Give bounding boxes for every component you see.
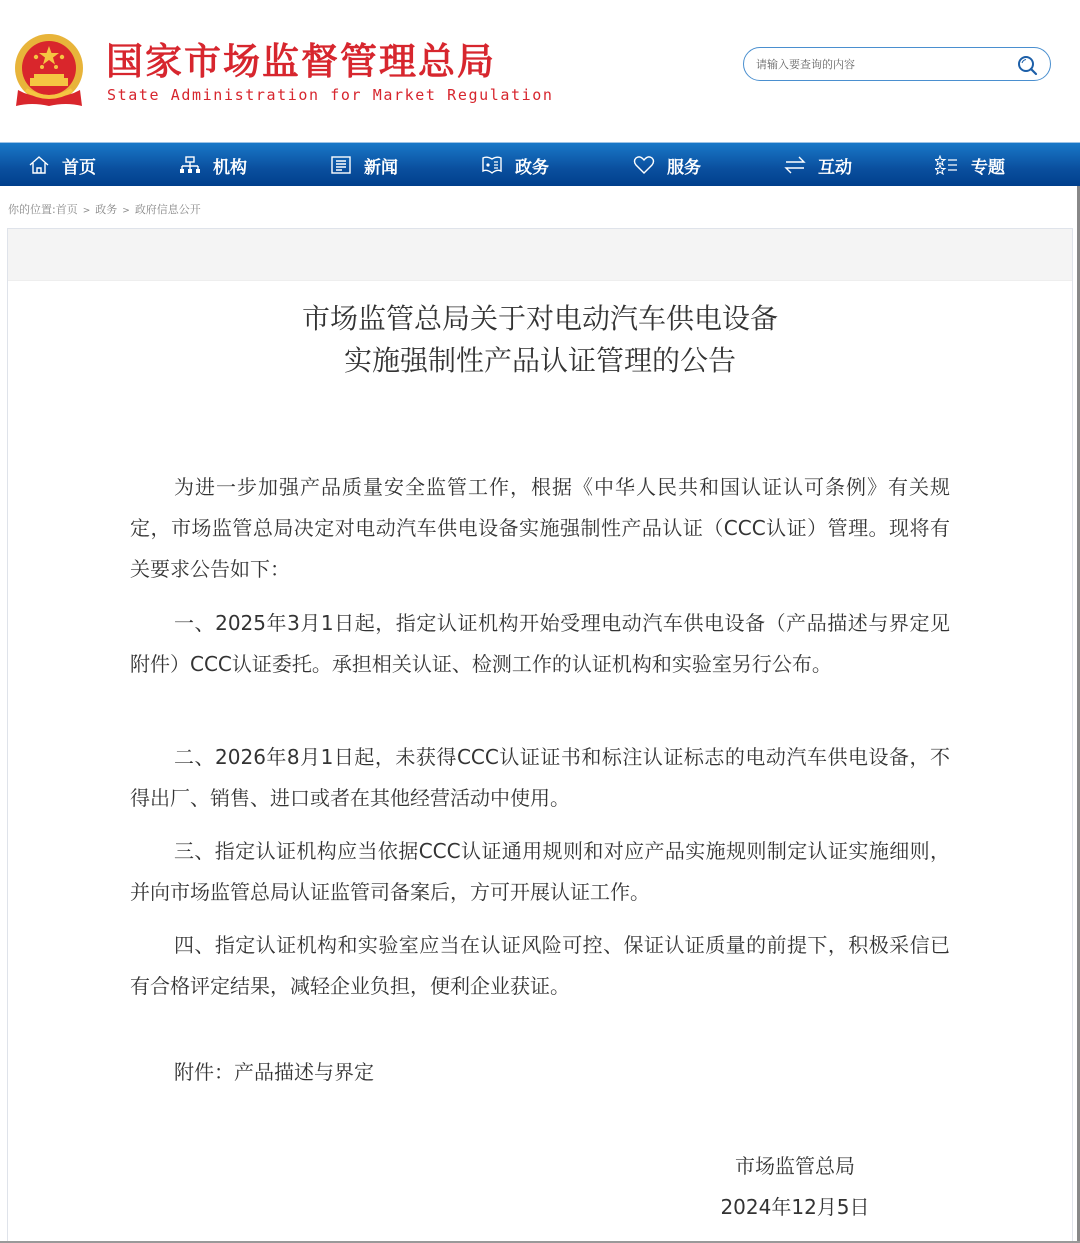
article-title-line-1: 市场监管总局关于对电动汽车供电设备 (301, 302, 778, 335)
org-chart-icon (179, 155, 201, 175)
paragraph-text: 一、2025年3月1日起，指定认证机构开始受理电动汽车供电设备（产品描述与界定见附件）CCC认证委托。承担相关认证、检测工作的认证机构和实验室另行公布。 (130, 611, 950, 676)
nav-label: 专题 (971, 157, 1005, 178)
attachment-link[interactable]: 产品描述与界定 (234, 1060, 374, 1084)
paragraph-text: 三、指定认证机构应当依据CCC认证通用规则和对应产品实施规则制定认证实施细则，并向市场监管总局认证监管司备案后，方可开展认证工作。 (130, 839, 950, 904)
panel-header-bar (8, 229, 1072, 281)
article-paragraph-4 (130, 925, 950, 1007)
article-paragraph-2 (130, 737, 950, 819)
article-title-line-2: 实施强制性产品认证管理的公告 (343, 344, 736, 377)
paragraph-text: 二、2026年8月1日起，未获得CCC认证证书和标注认证标志的电动汽车供电设备，不得出厂、销售、进口或者在其他经营活动中使用。 (130, 745, 950, 810)
national-emblem-icon[interactable] (12, 32, 86, 110)
breadcrumb-separator: > (122, 206, 130, 216)
nav-item-service[interactable] (633, 143, 701, 187)
paragraph-text: 为进一步加强产品质量安全监管工作，根据《中华人民共和国认证认可条例》有关规定，市场监管总局决定对电动汽车供电设备实施强制性产品认证（CCC认证）管理。现将有关要求公告如下： (130, 475, 950, 581)
article-paragraph-intro (130, 467, 950, 590)
signature-date: 2024年12月5日 (720, 1195, 870, 1219)
paragraph-text: 四、指定认证机构和实验室应当在认证风险可控、保证认证质量的前提下，积极采信已有合格评定结果，减轻企业负担，便利企业获证。 (130, 933, 950, 998)
breadcrumb-separator: > (82, 206, 91, 216)
nav-item-government-affairs[interactable] (481, 143, 549, 187)
site-title-cn[interactable]: 国家市场监督管理总局 (106, 40, 496, 83)
star-list-icon (935, 155, 959, 175)
nav-item-news[interactable] (330, 143, 398, 187)
article-title (0, 298, 1080, 382)
breadcrumb-home[interactable]: 首页 (55, 203, 78, 216)
attachment-line (130, 1052, 950, 1093)
breadcrumb-government-affairs[interactable]: 政务 (95, 203, 118, 216)
article-paragraph-1 (130, 603, 950, 685)
nav-label: 机构 (213, 157, 247, 178)
nav-label: 新闻 (364, 157, 398, 178)
signature-org: 市场监管总局 (735, 1154, 855, 1178)
site-header (0, 0, 1080, 142)
nav-label: 服务 (667, 157, 701, 178)
search-box (743, 47, 1051, 81)
search-input[interactable] (756, 54, 1006, 74)
heart-icon (633, 155, 655, 175)
newspaper-icon (330, 155, 352, 175)
nav-label: 首页 (62, 157, 96, 178)
article-paragraph-3 (130, 831, 950, 913)
nav-item-organization[interactable] (179, 143, 247, 187)
nav-item-home[interactable] (28, 143, 96, 187)
home-icon (28, 155, 50, 175)
exchange-arrows-icon (784, 155, 806, 175)
nav-label: 政务 (515, 157, 549, 178)
nav-label: 互动 (818, 157, 852, 178)
breadcrumb (8, 201, 201, 217)
attachment-label: 附件： (174, 1060, 234, 1084)
breadcrumb-prefix: 你的位置: (8, 203, 56, 216)
site-title-en: State Administration for Market Regulation (107, 86, 554, 104)
nav-item-interaction[interactable] (784, 143, 852, 187)
main-nav (0, 142, 1080, 186)
nav-item-topics[interactable] (935, 143, 1005, 187)
search-icon[interactable] (1016, 54, 1038, 76)
breadcrumb-gov-info-disclosure[interactable]: 政府信息公开 (134, 203, 201, 216)
book-icon (481, 155, 503, 175)
